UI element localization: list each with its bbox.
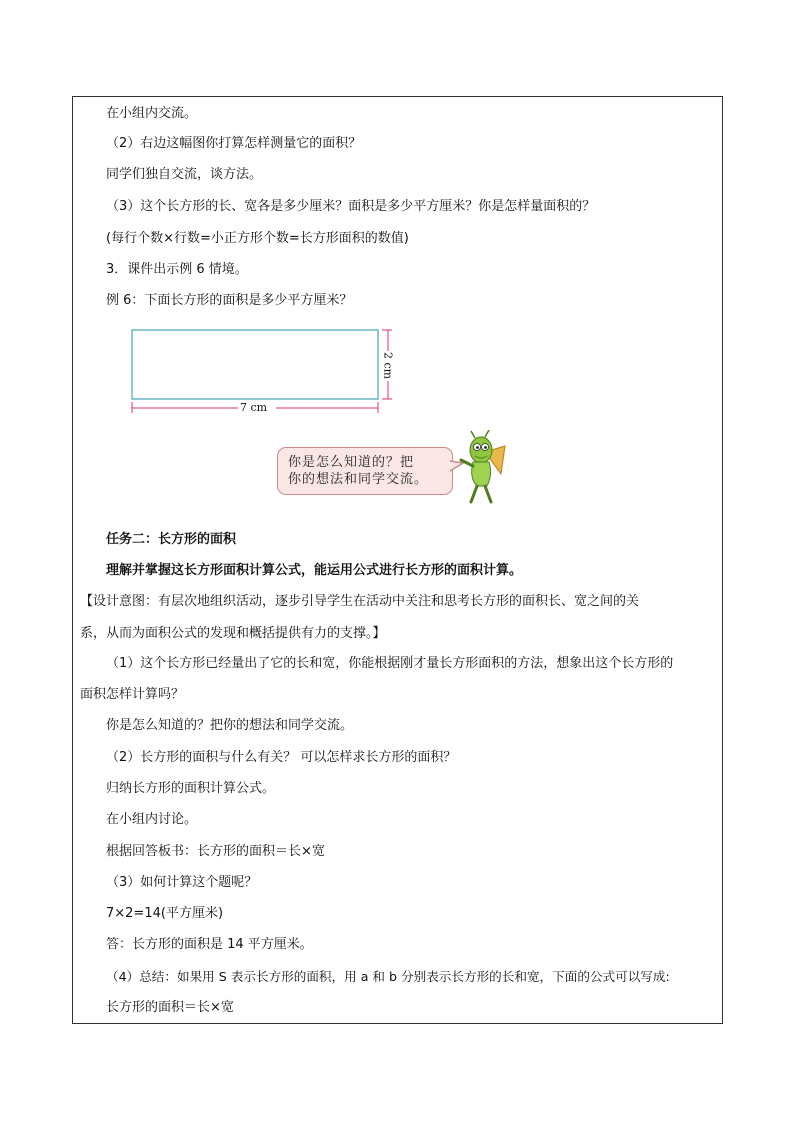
- text-line: 归纳长方形的面积计算公式。: [106, 781, 276, 796]
- length-label: 7 cm: [240, 401, 268, 414]
- text-line: （2）长方形的面积与什么有关？ 可以怎样求长方形的面积？: [106, 750, 457, 765]
- text-line: 例 6：下面长方形的面积是多少平方厘米？: [106, 293, 353, 308]
- text-line: (每行个数×行数=小正方形个数=长方形面积的数值): [106, 231, 409, 246]
- rectangle-shape: [132, 330, 378, 399]
- section-heading: 任务二：长方形的面积: [106, 532, 237, 547]
- text-line: 根据回答板书：长方形的面积＝长×宽: [106, 844, 325, 859]
- objective-text: 理解并掌握这长方形面积计算公式，能运用公式进行长方形的面积计算。: [106, 563, 523, 578]
- rectangle-figure: [120, 323, 400, 419]
- text-line: 长方形的面积＝长×宽: [106, 1000, 234, 1015]
- mascot-image: [455, 430, 511, 506]
- text-line: （3）如何计算这个题呢？: [106, 875, 258, 890]
- bubble-text: 你是怎么知道的？把 你的想法和同学交流。: [288, 455, 429, 487]
- speech-bubble: [277, 447, 453, 495]
- text-line: （4）总结：如果用 S 表示长方形的面积，用 a 和 b 分别表示长方形的长和宽，下面的公式可以写成:: [106, 969, 670, 984]
- text-line: 面积怎样计算吗？: [80, 687, 185, 702]
- text-line: 7×2=14(平方厘米): [106, 906, 224, 921]
- text-line: 在小组内讨论。: [106, 812, 198, 827]
- text-line: 你是怎么知道的？把你的想法和同学交流。: [106, 718, 354, 733]
- text-line: （3）这个长方形的长、宽各是多少厘米？面积是多少平方厘米？你是怎样量面积的？: [106, 199, 596, 214]
- text-line: 答：长方形的面积是 14 平方厘米。: [106, 937, 313, 952]
- text-line: 在小组内交流。: [106, 106, 198, 121]
- text-line: （1）这个长方形已经量出了它的长和宽，你能根据刚才量长方形面积的方法，想象出这个长方形的: [106, 656, 674, 671]
- text-line: 系，从而为面积公式的发现和概括提供有力的支撑。】: [80, 626, 386, 641]
- text-line: （2）右边这幅图你打算怎样测量它的面积？: [106, 136, 362, 151]
- text-line: 【设计意图：有层次地组织活动，逐步引导学生在活动中关注和思考长方形的面积长、宽之间的关: [80, 594, 640, 609]
- text-line: 3．课件出示例 6 情境。: [106, 262, 248, 277]
- text-line: 同学们独自交流，谈方法。: [106, 167, 263, 182]
- width-label: 2 cm: [381, 351, 395, 380]
